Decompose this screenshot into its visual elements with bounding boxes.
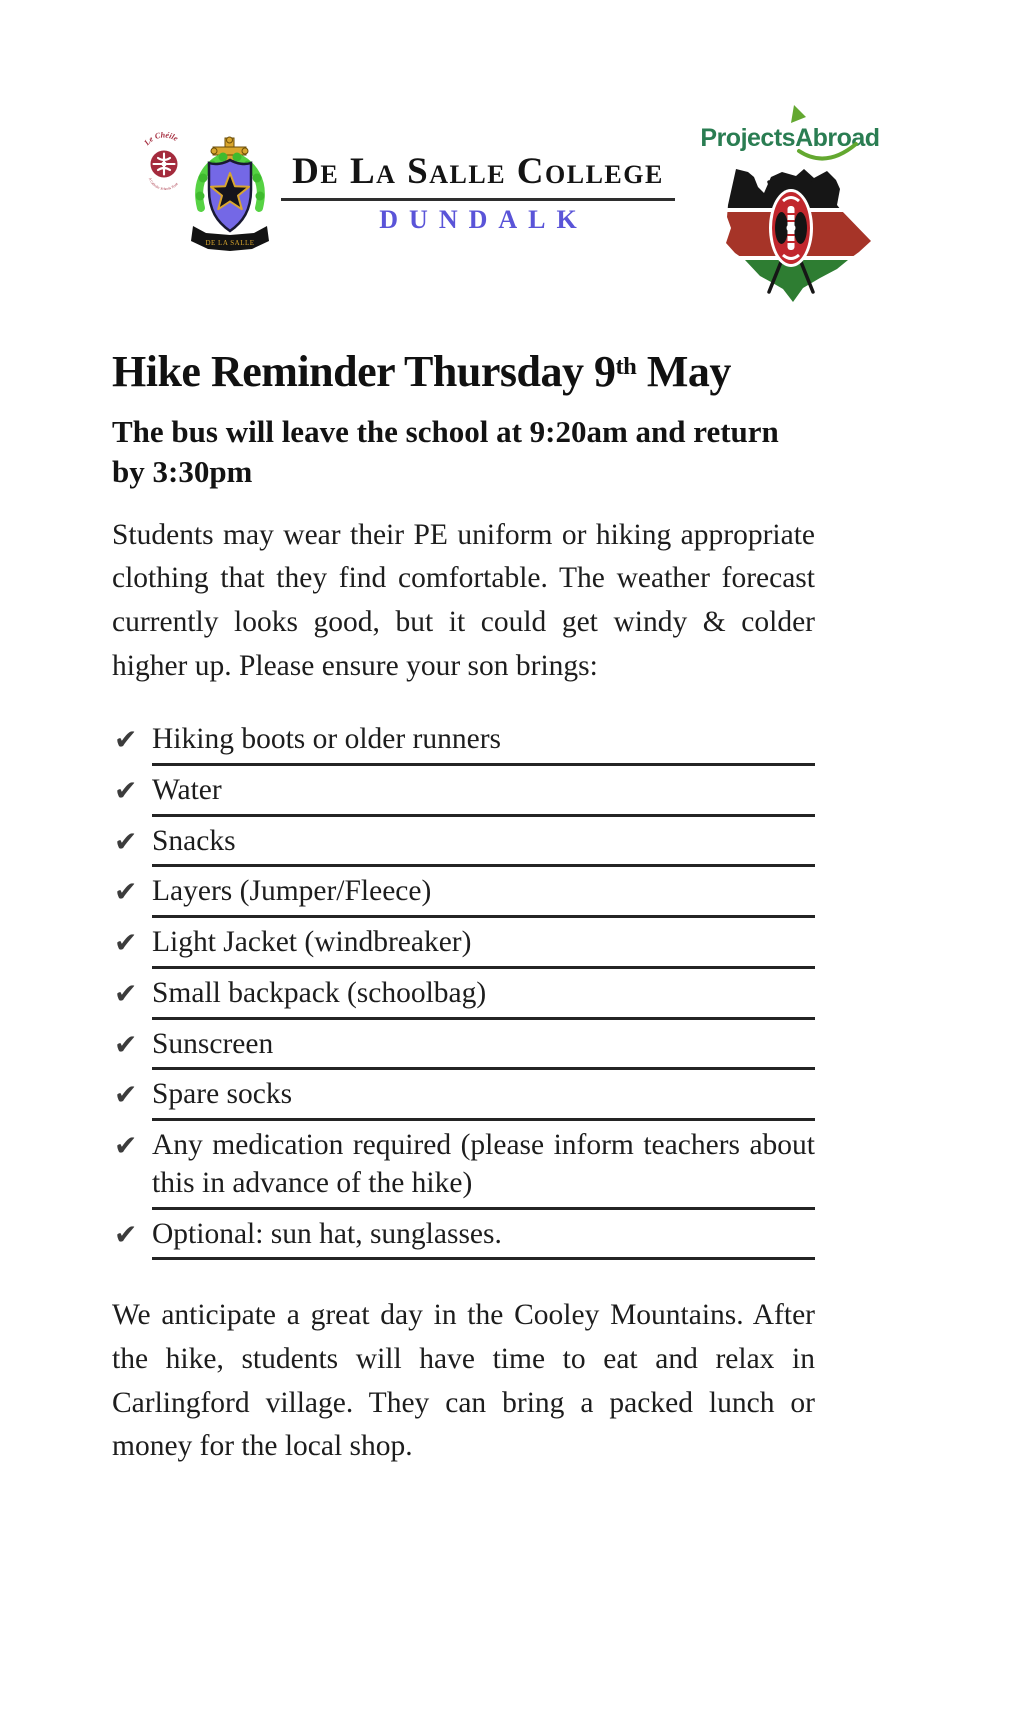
checklist-item-text: Spare socks	[152, 1076, 815, 1121]
college-wordmark	[281, 152, 675, 235]
checklist-item	[114, 1076, 815, 1121]
checkmark-icon: ✔	[114, 723, 138, 757]
checklist-item	[114, 975, 815, 1020]
logo-arrow-icon	[791, 105, 806, 123]
checkmark-icon: ✔	[114, 1129, 138, 1163]
checklist-item-text: Water	[152, 772, 815, 817]
svg-text:Le Chéile	[142, 130, 180, 148]
checklist-item-text: Optional: sun hat, sunglasses.	[152, 1216, 815, 1261]
college-crest-icon	[190, 136, 270, 262]
closing-paragraph: We anticipate a great day in the Cooley Mountains. After the hike, students will have time to eat and relax in Carlingford village. They can bring a packed lunch or money for the local shop.	[112, 1299, 815, 1463]
title-superscript: th	[615, 352, 637, 380]
checkmark-icon: ✔	[114, 773, 138, 807]
checklist-item-text: Layers (Jumper/Fleece)	[152, 873, 815, 918]
subtitle: The bus will leave the school at 9:20am and return by 3:30pm	[112, 414, 779, 490]
checklist-item-text: Any medication required (please inform teachers about this in advance of the hike)	[152, 1127, 815, 1210]
checklist-item-text: Hiking boots or older runners	[152, 721, 815, 766]
checklist-item-text: Sunscreen	[152, 1026, 815, 1071]
checklist-item	[114, 1216, 815, 1261]
badge-bottom-text: A Catholic Schools Trust	[147, 177, 179, 190]
checkmark-icon: ✔	[114, 1217, 138, 1251]
checklist-item	[114, 1127, 815, 1210]
checkmark-icon: ✔	[114, 976, 138, 1010]
crest-banner-text: DE LA SALLE	[205, 239, 255, 247]
checklist-item-text: Snacks	[152, 823, 815, 868]
checklist-item	[114, 772, 815, 817]
page-title: Hike Reminder Thursday 9th May	[112, 347, 731, 396]
checklist-item	[114, 1026, 815, 1071]
checklist-item	[114, 721, 815, 766]
checklist-item	[114, 873, 815, 918]
college-location: DUNDALK	[379, 204, 588, 234]
checklist	[114, 721, 815, 1260]
svg-text:A Catholic Schools Trust	[148, 177, 179, 190]
checklist-item	[114, 823, 815, 868]
partner-logo-text: ProjectsAbroad	[700, 124, 880, 152]
letterhead	[0, 0, 1024, 302]
wordmark-divider	[281, 198, 675, 201]
le-cheile-badge-icon	[138, 128, 192, 190]
intro-paragraph: Students may wear their PE uniform or hiking appropriate clothing that they find comfortable. The weather forecast currently looks good, but it could get windy & colder higher up. Please ensure your son brings:	[112, 518, 815, 682]
checklist-item-text: Small backpack (schoolbag)	[152, 975, 815, 1020]
checkmark-icon: ✔	[114, 1078, 138, 1112]
checklist-item-text: Light Jacket (windbreaker)	[152, 924, 815, 969]
kenya-map-icon	[719, 159, 879, 305]
checkmark-icon: ✔	[114, 824, 138, 858]
checkmark-icon: ✔	[114, 875, 138, 909]
notice-body	[112, 302, 815, 1469]
college-name: De La Salle College	[292, 151, 664, 192]
badge-top-text: Le Chéile	[142, 130, 180, 148]
checklist-item	[114, 924, 815, 969]
checkmark-icon: ✔	[114, 1027, 138, 1061]
maasai-shield-icon	[769, 189, 813, 267]
checkmark-icon: ✔	[114, 926, 138, 960]
projects-abroad-logo	[698, 100, 883, 305]
